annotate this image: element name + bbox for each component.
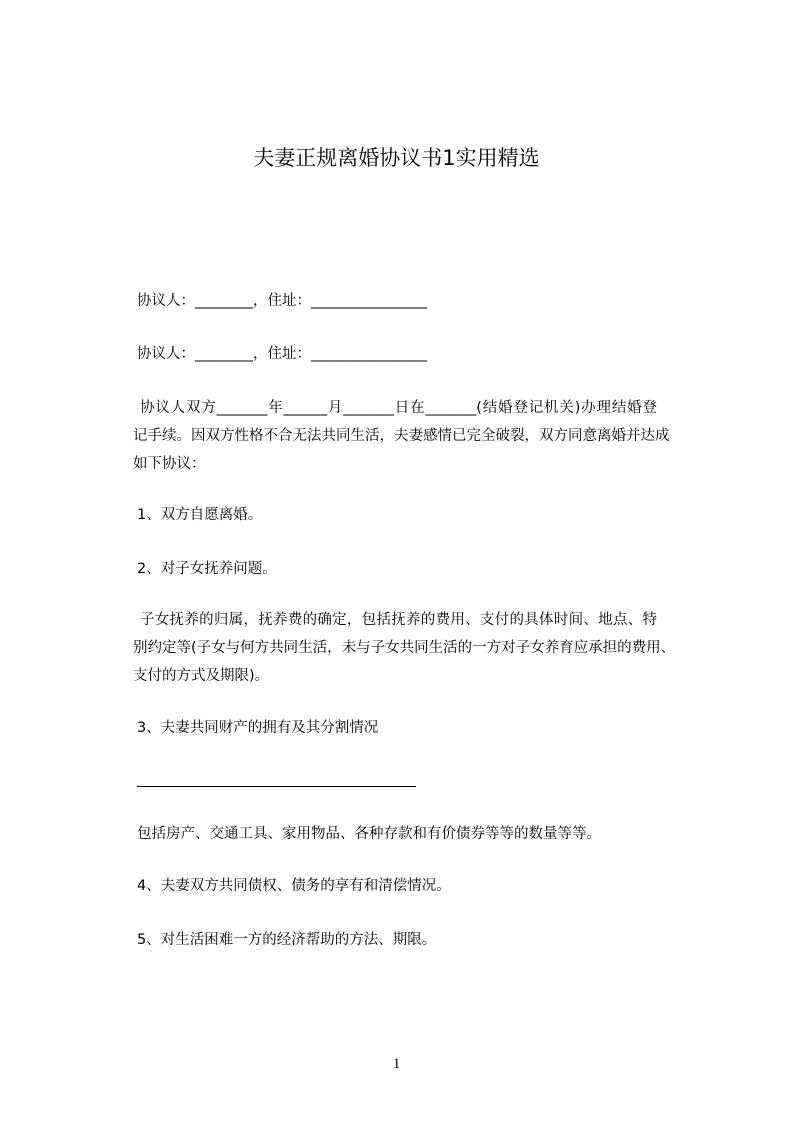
intro-line-3: 如下协议： <box>133 456 206 472</box>
item-1: 1、双方自愿离婚。 <box>137 507 263 523</box>
child-line-3: 支付的方式及期限)。 <box>133 668 270 684</box>
item-3: 3、夫妻共同财产的拥有及其分割情况 <box>137 720 379 736</box>
child-line-2: 别约定等(子女与何方共同生活，未与子女共同生活的一方对子女养育应承担的费用、 <box>133 640 676 656</box>
item-4: 4、夫妻双方共同债权、债务的享有和清偿情况。 <box>137 878 451 894</box>
party-1-line: 协议人：________，住址：________________ <box>137 293 427 309</box>
intro-line-1: 协议人双方_______年______月_______日在_______(结婚登记机关)办理结婚登 <box>140 400 657 416</box>
property-note: 包括房产、交通工具、家用物品、各种存款和有价债券等等的数量等等。 <box>137 826 601 842</box>
item-5: 5、对生活困难一方的经济帮助的方法、期限。 <box>137 932 437 948</box>
blank-fill-line <box>137 786 416 787</box>
item-2: 2、对子女抚养问题。 <box>137 561 277 577</box>
party-2-line: 协议人：________，住址：________________ <box>137 346 427 362</box>
page-number: 1 <box>392 1056 401 1072</box>
intro-line-2: 记手续。因双方性格不合无法共同生活，夫妻感情已完全破裂，双方同意离婚并达成 <box>133 428 670 444</box>
document-title: 夫妻正规离婚协议书1实用精选 <box>253 146 540 170</box>
child-line-1: 子女抚养的归属，抚养费的确定，包括抚养的费用、支付的具体时间、地点、特 <box>140 612 657 628</box>
